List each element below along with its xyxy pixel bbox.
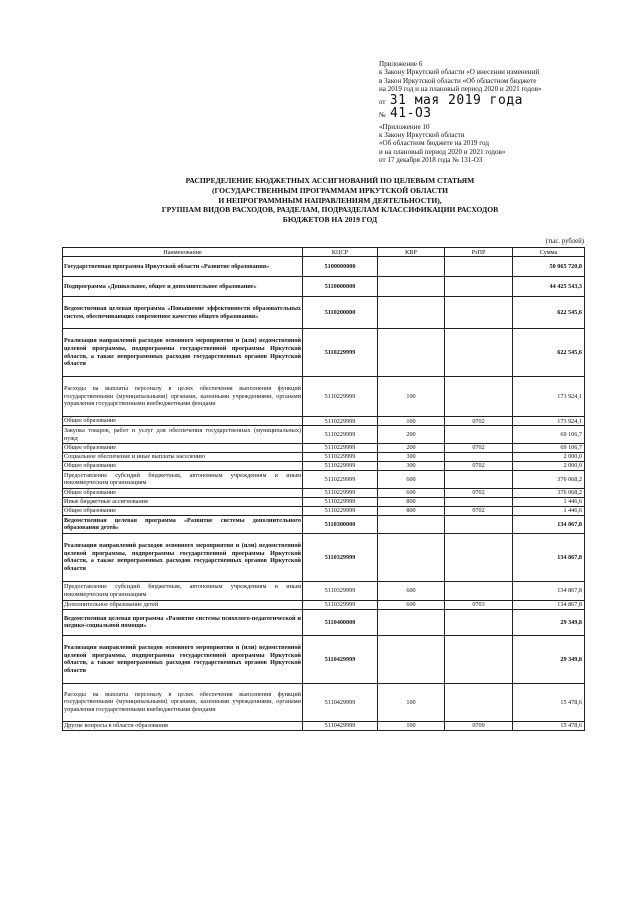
cell-sum: 376 068,2 xyxy=(513,470,585,488)
cell-kcsr: 5110229999 xyxy=(303,497,378,506)
cell-rzpr xyxy=(445,277,513,297)
cell-rzpr: 0709 xyxy=(445,721,513,730)
column-header-sum: Сумма xyxy=(513,248,585,257)
cell-sum: 69 106,7 xyxy=(513,444,585,453)
date-prefix: от xyxy=(379,97,386,106)
cell-sum: 29 349,8 xyxy=(513,635,585,683)
cell-name: Реализация направлений расходов основного мероприятия и (или) ведомственной целевой программы, подпрограммы государственной программы Иркутской области, а также непрограммных расходов государственных органов Иркутской области xyxy=(63,635,303,683)
number-prefix: № xyxy=(379,110,386,119)
header-line: к Закону Иркутской области «О внесении изменений xyxy=(379,68,540,77)
table-row xyxy=(63,488,585,497)
cell-kvr: 800 xyxy=(378,506,445,515)
table-row xyxy=(63,470,585,488)
table-row xyxy=(63,257,585,277)
header-line: «Приложение 10 xyxy=(379,122,430,131)
cell-name: Закупка товаров, работ и услуг для обеспечения государственных (муниципальных) нужд xyxy=(64,426,301,442)
cell-sum: 15 478,6 xyxy=(513,721,585,730)
cell-name: Ведомственная целевая программа «Развитие системы психолого-педагогической и медико-социальной помощи» xyxy=(63,609,303,635)
cell-kcsr: 5110229999 xyxy=(303,329,378,377)
cell-kcsr: 5110300000 xyxy=(303,515,378,533)
original-appendix-reference xyxy=(379,123,634,165)
cell-rzpr xyxy=(445,683,513,721)
cell-kvr: 600 xyxy=(378,600,445,609)
cell-kvr xyxy=(378,635,445,683)
cell-kcsr: 5110400000 xyxy=(303,609,378,635)
date-value: 31 мая 2019 года xyxy=(389,92,523,108)
table-row xyxy=(63,417,585,426)
cell-rzpr: 0702 xyxy=(445,417,513,426)
cell-name: Расходы на выплаты персоналу в целях обеспечения выполнения функций государственными (муниципальными) органами, казенными учреждениями, органами управления государственными внебюджетными фондами xyxy=(63,683,303,721)
cell-name: Иные бюджетные ассигнования xyxy=(63,497,303,506)
table-row xyxy=(63,600,585,609)
table-row xyxy=(63,377,585,417)
table-row xyxy=(63,444,585,453)
table-row xyxy=(63,506,585,515)
cell-rzpr xyxy=(445,533,513,581)
cell-name: Ведомственная целевая программа «Развитие системы дополнительного образования детей» xyxy=(64,516,301,532)
cell-kvr: 100 xyxy=(378,683,445,721)
cell-rzpr xyxy=(445,470,513,488)
header-line: от 17 декабря 2018 года № 131-ОЗ xyxy=(379,156,483,165)
cell-kvr: 100 xyxy=(378,377,445,417)
cell-rzpr: 0702 xyxy=(445,461,513,470)
cell-kvr xyxy=(378,533,445,581)
cell-kcsr: 5110329999 xyxy=(303,600,378,609)
cell-rzpr: 0702 xyxy=(445,488,513,497)
cell-name: Предоставление субсидий бюджетным, автономным учреждениям и иным некоммерческим организациям xyxy=(63,581,303,600)
title-line: И НЕПРОГРАММНЫМ НАПРАВЛЕНИЯМ ДЕЯТЕЛЬНОСТИ), xyxy=(218,195,442,205)
cell-name: Социальное обеспечение и иные выплаты населению xyxy=(63,452,303,461)
cell-sum: 44 425 543,3 xyxy=(513,277,585,297)
cell-kcsr: 5110229999 xyxy=(303,377,378,417)
cell-kvr: 100 xyxy=(378,417,445,426)
table-row xyxy=(63,277,585,297)
cell-sum: 173 924,1 xyxy=(513,417,585,426)
cell-sum: 134 867,8 xyxy=(513,533,585,581)
cell-kvr: 800 xyxy=(378,497,445,506)
cell-rzpr xyxy=(445,515,513,533)
table-row xyxy=(63,497,585,506)
cell-sum: 15 478,6 xyxy=(513,683,585,721)
cell-kvr xyxy=(378,297,445,329)
cell-kcsr: 5110429999 xyxy=(303,635,378,683)
cell-rzpr xyxy=(445,377,513,417)
number-value: 41-ОЗ xyxy=(389,105,432,121)
cell-kcsr: 5110229999 xyxy=(303,417,378,426)
cell-rzpr xyxy=(445,257,513,277)
cell-sum: 134 867,8 xyxy=(513,515,585,533)
header-line: к Закону Иркутской области xyxy=(379,131,465,140)
cell-rzpr xyxy=(445,609,513,635)
cell-kvr: 600 xyxy=(378,488,445,497)
table-row xyxy=(63,426,585,444)
cell-rzpr: 0702 xyxy=(445,444,513,453)
cell-sum: 2 000,0 xyxy=(513,461,585,470)
title-line: ГРУППАМ ВИДОВ РАСХОДОВ, РАЗДЕЛАМ, ПОДРАЗДЕЛАМ КЛАССИФИКАЦИИ РАСХОДОВ xyxy=(161,205,499,215)
cell-kcsr: 5110229999 xyxy=(303,470,378,488)
header-line: Приложение 6 xyxy=(379,60,423,68)
cell-kvr: 100 xyxy=(378,721,445,730)
units-label: (тыс. рублей) xyxy=(545,238,584,245)
cell-name: Реализация направлений расходов основного мероприятия и (или) ведомственной целевой программы, подпрограммы государственной программы Иркутской области, а также непрограммных расходов государственных органов Иркутской области xyxy=(63,329,303,377)
cell-sum: 134 867,8 xyxy=(513,600,585,609)
cell-name: Расходы на выплаты персоналу в целях обеспечения выполнения функций государственными (муниципальными) органами, казенными учреждениями, органами управления государственными внебюджетными фондами xyxy=(63,377,303,417)
cell-rzpr: 0703 xyxy=(445,600,513,609)
header-line: «Об областном бюджете на 2019 год xyxy=(379,139,489,148)
cell-rzpr xyxy=(445,297,513,329)
column-header-name: Наименование xyxy=(63,248,303,257)
header-line: в Закон Иркутской области «Об областном бюджете xyxy=(379,76,537,85)
cell-kvr xyxy=(378,257,445,277)
table-row xyxy=(63,721,585,730)
column-header-kcsr: КЦСР xyxy=(303,248,378,257)
cell-name: Государственная программа Иркутской области «Развитие образования» xyxy=(63,257,303,277)
cell-sum: 50 065 720,8 xyxy=(513,257,585,277)
cell-sum: 2 000,0 xyxy=(513,452,585,461)
cell-kcsr: 5110229999 xyxy=(303,452,378,461)
cell-sum: 173 924,1 xyxy=(513,377,585,417)
table-row xyxy=(63,609,585,635)
cell-kcsr: 5110229999 xyxy=(303,426,378,444)
cell-rzpr: 0702 xyxy=(445,506,513,515)
cell-name: Общее образование xyxy=(63,488,303,497)
cell-sum: 376 068,2 xyxy=(513,488,585,497)
cell-rzpr xyxy=(445,635,513,683)
cell-name: Дополнительное образование детей xyxy=(63,600,303,609)
cell-name: Общее образование xyxy=(63,444,303,453)
document-title xyxy=(80,176,580,225)
cell-kvr: 300 xyxy=(378,452,445,461)
cell-sum: 622 545,6 xyxy=(513,297,585,329)
column-header-kvr: КВР xyxy=(378,248,445,257)
cell-kvr xyxy=(378,329,445,377)
cell-rzpr xyxy=(445,581,513,600)
cell-kvr: 600 xyxy=(378,470,445,488)
cell-name: Общее образование xyxy=(63,417,303,426)
title-line: БЮДЖЕТОВ НА 2019 ГОД xyxy=(282,215,378,225)
cell-kcsr: 5110329999 xyxy=(303,581,378,600)
cell-rzpr xyxy=(445,426,513,444)
table-row xyxy=(63,297,585,329)
cell-name: Общее образование xyxy=(63,506,303,515)
cell-rzpr xyxy=(445,497,513,506)
cell-kvr: 200 xyxy=(378,426,445,444)
cell-sum: 29 349,8 xyxy=(513,609,585,635)
cell-name: Ведомственная целевая программа «Повышение эффективности образовательных систем, обеспечивающих современное качество общего образования» xyxy=(63,297,303,329)
cell-kvr: 200 xyxy=(378,444,445,453)
header-line: на 2019 год и на плановый период 2020 и 2021 годов» xyxy=(379,85,542,94)
cell-name: Общее образование xyxy=(63,461,303,470)
table-row xyxy=(63,461,585,470)
cell-sum: 1 446,6 xyxy=(513,497,585,506)
cell-kcsr: 5100000000 xyxy=(303,257,378,277)
table-row xyxy=(63,533,585,581)
cell-kvr: 600 xyxy=(378,581,445,600)
cell-kcsr: 5110429999 xyxy=(303,683,378,721)
cell-kvr xyxy=(378,609,445,635)
table-row xyxy=(63,581,585,600)
cell-name: Подпрограмма «Дошкольное, общее и дополнительное образование» xyxy=(63,277,303,297)
cell-sum: 1 446,6 xyxy=(513,506,585,515)
law-number-stamp xyxy=(379,105,634,121)
cell-kcsr: 5110229999 xyxy=(303,488,378,497)
table-row xyxy=(63,683,585,721)
cell-rzpr xyxy=(445,329,513,377)
cell-kvr xyxy=(378,277,445,297)
table-row xyxy=(63,635,585,683)
cell-kcsr: 5110229999 xyxy=(303,506,378,515)
header-line: и на плановый период 2020 и 2021 годов» xyxy=(379,147,506,156)
table-header-row xyxy=(63,248,585,257)
cell-name: Предоставление субсидий бюджетным, автономным учреждениям и иным некоммерческим организациям xyxy=(64,471,301,487)
cell-kcsr: 5110200000 xyxy=(303,297,378,329)
cell-kcsr: 5110000000 xyxy=(303,277,378,297)
cell-kcsr: 5110229999 xyxy=(303,444,378,453)
cell-kcsr: 5110229999 xyxy=(303,461,378,470)
cell-sum: 69 106,7 xyxy=(513,426,585,444)
cell-sum: 134 867,8 xyxy=(513,581,585,600)
cell-name: Реализация направлений расходов основного мероприятия и (или) ведомственной целевой программы, подпрограммы государственной программы Иркутской области, а также непрограммных расходов государственных органов Иркутской области xyxy=(63,533,303,581)
cell-kcsr: 5110429999 xyxy=(303,721,378,730)
table-body xyxy=(63,257,585,731)
cell-kvr xyxy=(378,515,445,533)
budget-table xyxy=(62,247,585,731)
table-row xyxy=(63,452,585,461)
title-line: РАСПРЕДЕЛЕНИЕ БЮДЖЕТНЫХ АССИГНОВАНИЙ ПО ЦЕЛЕВЫМ СТАТЬЯМ xyxy=(185,176,475,185)
appendix-header xyxy=(379,60,634,165)
cell-name: Другие вопросы в области образования xyxy=(63,721,303,730)
cell-rzpr xyxy=(445,452,513,461)
column-header-rzpr: РзПР xyxy=(445,248,513,257)
cell-sum: 622 545,6 xyxy=(513,329,585,377)
cell-kcsr: 5110329999 xyxy=(303,533,378,581)
table-row xyxy=(63,329,585,377)
table-row xyxy=(63,515,585,533)
title-line: (ГОСУДАРСТВЕННЫМ ПРОГРАММАМ ИРКУТСКОЙ ОБЛАСТИ xyxy=(211,185,449,195)
cell-kvr: 300 xyxy=(378,461,445,470)
